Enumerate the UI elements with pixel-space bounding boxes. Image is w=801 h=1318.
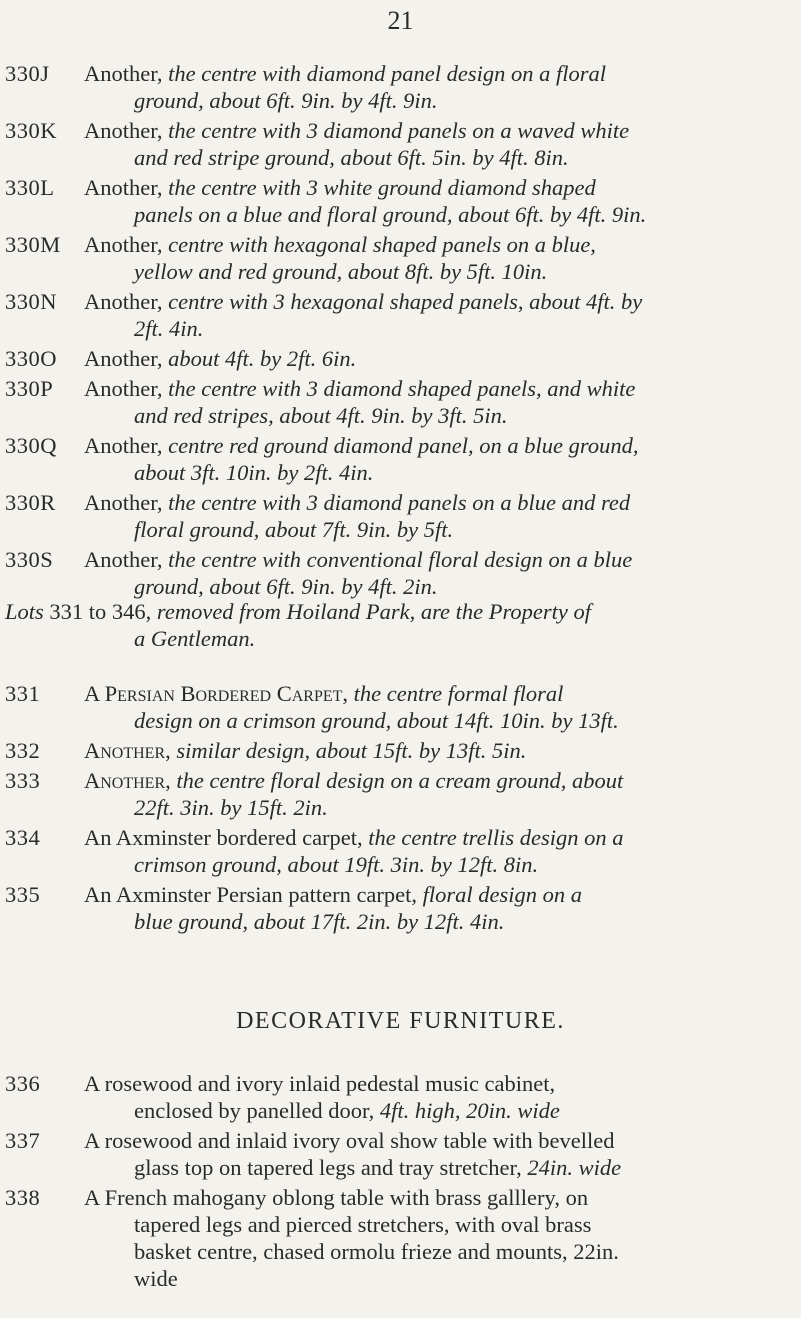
lot-title: Another, (84, 232, 169, 257)
lot-detail-cont: floral ground, about 7ft. 9in. by 5ft. (134, 517, 454, 542)
lot-detail-cont: crimson ground, about 19ft. 3in. by 12ft. 8in. (134, 852, 539, 877)
lot-detail: the centre floral design on a cream ground, about (176, 768, 624, 793)
list-item (0, 1127, 801, 1181)
lot-detail: the centre formal floral (353, 681, 564, 706)
lot-title: Another, (84, 433, 169, 458)
list-item (0, 1070, 801, 1124)
note-range: 331 to 346, (49, 599, 157, 624)
lot-description (84, 1070, 784, 1124)
lot-description (84, 174, 784, 228)
lot-detail-cont: ground, about 6ft. 9in. by 4ft. 2in. (134, 574, 438, 599)
list-item (0, 881, 801, 935)
lot-title: Another, (84, 490, 169, 515)
lot-detail-cont: basket centre, chased ormolu frieze and mounts, 22in. (134, 1239, 619, 1264)
list-item (0, 1184, 801, 1292)
lot-title: A rosewood and inlaid ivory oval show table with bevelled (84, 1128, 615, 1153)
lot-number: 330N (5, 289, 57, 314)
lot-description (84, 767, 784, 821)
lot-title: A rosewood and ivory inlaid pedestal music cabinet, (84, 1071, 556, 1096)
lot-number: 337 (5, 1128, 41, 1153)
lot-description (84, 432, 784, 486)
lot-number: 330K (5, 118, 57, 143)
furniture-lots-section (0, 1070, 801, 1295)
list-item (0, 60, 801, 114)
list-item (0, 824, 801, 878)
page-number: 21 (387, 6, 414, 35)
lot-detail: the centre with diamond panel design on a floral (168, 61, 606, 86)
lot-detail-cont: panels on a blue and floral ground, about 6ft. by 4ft. 9in. (134, 202, 647, 227)
lot-dimensions: 4ft. high, 20in. wide (379, 1098, 560, 1123)
lot-detail: similar design, about 15ft. by 13ft. 5in. (176, 738, 527, 763)
lot-number: 330S (5, 547, 54, 572)
lot-number: 330P (5, 376, 54, 401)
carpet-lots-section-b (0, 680, 801, 938)
lot-description (84, 680, 784, 734)
note-text-cont: a Gentleman. (134, 626, 256, 651)
note-text: removed from Hoiland Park, are the Property of (156, 599, 592, 624)
lot-detail: the centre with 3 diamond shaped panels, and white (168, 376, 636, 401)
lot-number: 330R (5, 490, 56, 515)
lot-title: An Axminster bordered carpet, (84, 825, 369, 850)
lot-number: 336 (5, 1071, 41, 1096)
list-item (0, 345, 801, 372)
lot-title: An Axminster Persian pattern carpet, (84, 882, 423, 907)
lot-description (84, 117, 784, 171)
lot-description (84, 345, 784, 372)
lot-number: 330M (5, 232, 61, 257)
lot-detail-cont: blue ground, about 17ft. 2in. by 12ft. 4in. (134, 909, 505, 934)
lot-title: Another, (84, 376, 169, 401)
lot-number: 330Q (5, 433, 57, 458)
note-lots: Lots (5, 599, 50, 624)
list-item (0, 117, 801, 171)
lot-detail-cont: about 3ft. 10in. by 2ft. 4in. (134, 460, 374, 485)
lot-title: Another, (84, 547, 169, 572)
list-item (0, 489, 801, 543)
lot-detail-cont: 2ft. 4in. (134, 316, 204, 341)
lot-number: 330J (5, 61, 50, 86)
section-heading: DECORATIVE FURNITURE. (236, 1008, 565, 1034)
lot-description (84, 489, 784, 543)
lot-number: 335 (5, 882, 41, 907)
lot-detail: centre with 3 hexagonal shaped panels, about 4ft. by (168, 289, 643, 314)
lot-detail-end: wide (134, 1266, 178, 1291)
lot-title: Another, (84, 175, 169, 200)
lot-detail-cont: ground, about 6ft. 9in. by 4ft. 9in. (134, 88, 438, 113)
lot-detail: centre red ground diamond panel, on a blue ground, (168, 433, 639, 458)
list-item (0, 288, 801, 342)
lot-detail: glass top on tapered legs and tray stretcher, (134, 1155, 528, 1180)
lot-detail: the centre with 3 diamond panels on a waved white (168, 118, 630, 143)
lot-detail-cont: and red stripe ground, about 6ft. 5in. by 4ft. 8in. (134, 145, 569, 170)
lot-detail: the centre with 3 white ground diamond shaped (168, 175, 596, 200)
lot-description (84, 546, 784, 600)
lot-description (84, 1184, 784, 1292)
lot-description (84, 824, 784, 878)
lot-dimensions: 24in. wide (527, 1155, 622, 1180)
list-item (0, 231, 801, 285)
lot-title: Another, (84, 118, 169, 143)
lot-description (84, 288, 784, 342)
list-item (0, 546, 801, 600)
lot-detail-cont: 22ft. 3in. by 15ft. 2in. (134, 795, 328, 820)
lot-title: Another, (84, 61, 169, 86)
lot-detail: tapered legs and pierced stretchers, with oval brass (134, 1212, 592, 1237)
lot-detail: the centre with 3 diamond panels on a blue and red (168, 490, 631, 515)
carpet-lots-section-a (0, 60, 801, 603)
lot-title: Another, (84, 738, 177, 763)
lot-detail: floral design on a (422, 882, 583, 907)
lot-title: Another, (84, 346, 169, 371)
lot-number: 334 (5, 825, 41, 850)
lot-title: A Persian Bordered Carpet, (84, 681, 354, 706)
lot-detail-cont: and red stripes, about 4ft. 9in. by 3ft. 5in. (134, 403, 508, 428)
lot-description (84, 881, 784, 935)
lot-detail-cont: yellow and red ground, about 8ft. by 5ft. 10in. (134, 259, 548, 284)
lot-title: Another, (84, 768, 177, 793)
lot-description (84, 737, 784, 764)
lot-description (84, 375, 784, 429)
lot-description (84, 1127, 784, 1181)
lot-detail: the centre trellis design on a (368, 825, 624, 850)
lot-number: 333 (5, 768, 41, 793)
list-item (0, 737, 801, 764)
lot-detail: the centre with conventional floral design on a blue (168, 547, 633, 572)
lot-detail: enclosed by panelled door, (134, 1098, 380, 1123)
lot-title: Another, (84, 289, 169, 314)
list-item (0, 432, 801, 486)
lot-detail-cont: design on a crimson ground, about 14ft. 10in. by 13ft. (134, 708, 619, 733)
lot-number: 330L (5, 175, 55, 200)
lot-title: A French mahogany oblong table with brass galllery, on (84, 1185, 589, 1210)
list-item (0, 767, 801, 821)
provenance-note (0, 598, 801, 652)
lot-number: 331 (5, 681, 41, 706)
lot-detail: about 4ft. by 2ft. 6in. (168, 346, 357, 371)
lot-number: 330O (5, 346, 57, 371)
list-item (0, 680, 801, 734)
lot-number: 332 (5, 738, 41, 763)
lot-description (84, 231, 784, 285)
list-item (0, 375, 801, 429)
lot-number: 338 (5, 1185, 41, 1210)
lot-description (84, 60, 784, 114)
list-item (0, 174, 801, 228)
lot-detail: centre with hexagonal shaped panels on a blue, (168, 232, 596, 257)
